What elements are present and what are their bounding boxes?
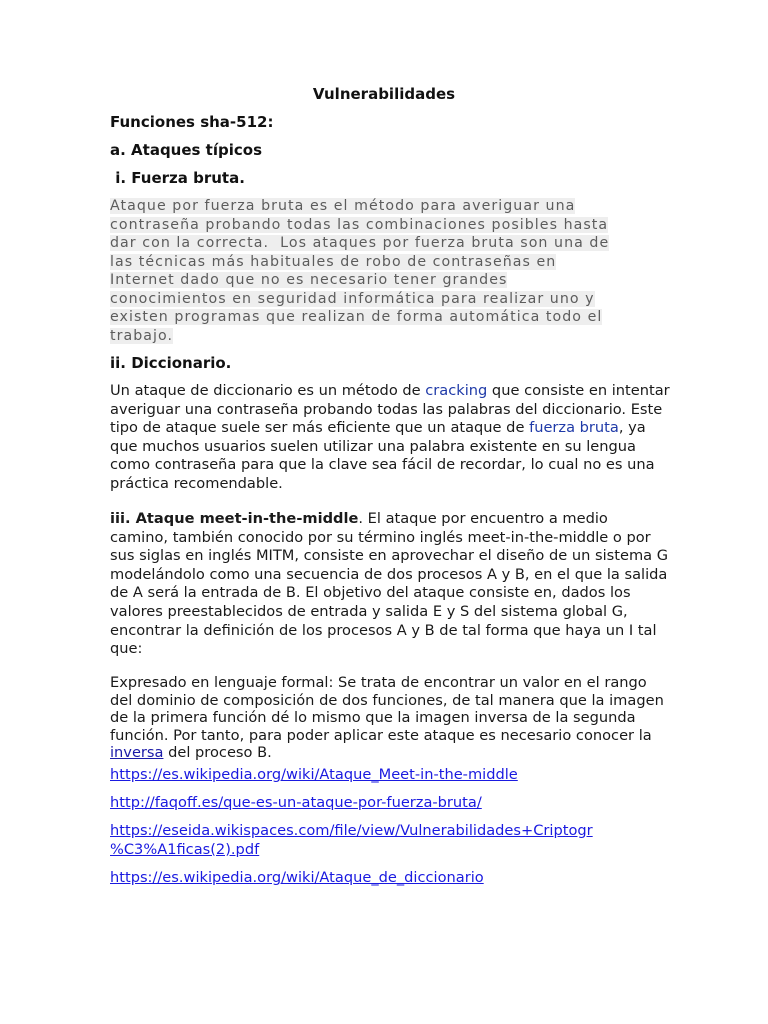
link-fuerza-bruta[interactable]: fuerza bruta (529, 419, 619, 437)
formal-text: Expresado en lenguaje formal: Se trata de encontrar un valor en el rango del dominio de composición de dos funciones, de tal manera que la imagen de la primera función dé lo mismo que la imagen inversa de la segunda función. Por tanto, para poder aplicar este ataque es necesario conocer la (110, 674, 664, 744)
bruteforce-line: conocimientos en seguridad informática para realizar uno y (110, 290, 595, 307)
mitm-text: . El ataque por encuentro a medio camino, también conocido por su término inglés meet-in-the-middle o por sus siglas en inglés MITM, consiste en aprovechar el diseño de un sistema G modelándolo como una secuencia de dos procesos A y B, en el que la salida de A será la entrada de B. El objetivo del ataque consiste en, dados los valores preestablecidos de entrada y salida E y S del sistema global G, encontrar la definición de los procesos A y B de tal forma que haya un I tal que: (110, 510, 669, 658)
dictionary-text: que consiste en intentar averiguar una contraseña probando todas las palabras del diccionario. Este tipo de ataque suele ser más eficiente que un ataque de (110, 382, 670, 437)
heading-attacks: a. Ataques típicos (110, 141, 262, 159)
reference-link-eseida[interactable]: https://eseida.wikispaces.com/file/view/Vulnerabilidades+Criptogr (110, 822, 593, 839)
link-cracking[interactable]: cracking (425, 382, 488, 399)
reference-link-eseida-continued[interactable]: %C3%A1ficas(2).pdf (110, 841, 260, 858)
reference-link-dictionary[interactable]: https://es.wikipedia.org/wiki/Ataque_de_diccionario (110, 869, 484, 886)
bruteforce-line: trabajo. (110, 327, 174, 344)
reference-link-mitm[interactable]: https://es.wikipedia.org/wiki/Ataque_Meet-in-the-middle (110, 766, 518, 783)
reference-link-faqoff[interactable]: http://faqoff.es/que-es-un-ataque-por-fuerza-bruta/ (110, 794, 482, 811)
bruteforce-line: Internet dado que no es necesario tener grandes (110, 272, 508, 288)
document-title: Vulnerabilidades (312, 85, 456, 103)
bruteforce-paragraph (110, 197, 670, 345)
mitm-heading: iii. Ataque meet-in-the-middle (110, 510, 359, 527)
mitm-paragraph (110, 510, 670, 659)
link-inversa[interactable]: inversa (110, 744, 164, 762)
heading-bruteforce: i. Fuerza bruta. (110, 169, 245, 187)
bruteforce-line: existen programas que realizan de forma automática todo el (110, 309, 603, 325)
heading-functions: Funciones sha-512: (110, 113, 274, 131)
bruteforce-line: Ataque por fuerza bruta es el método para averiguar una (110, 198, 576, 214)
dictionary-paragraph (110, 382, 670, 494)
bruteforce-line: contraseña probando todas las combinaciones posibles hasta (110, 216, 609, 233)
heading-dictionary: ii. Diccionario. (110, 354, 232, 372)
bruteforce-line: dar con la correcta. Los ataques por fuerza bruta son una de (110, 235, 610, 251)
dictionary-text: Un ataque de diccionario es un método de (110, 382, 426, 399)
bruteforce-line: las técnicas más habituales de robo de contraseñas en (110, 253, 557, 270)
dictionary-text: , ya que muchos usuarios suelen utilizar una palabra existente en su lengua como contraseña para que la clave sea fácil de recordar, lo cual no es una práctica recomendable. (110, 419, 655, 492)
formal-paragraph (110, 674, 670, 762)
formal-text: del proceso B. (163, 744, 272, 762)
